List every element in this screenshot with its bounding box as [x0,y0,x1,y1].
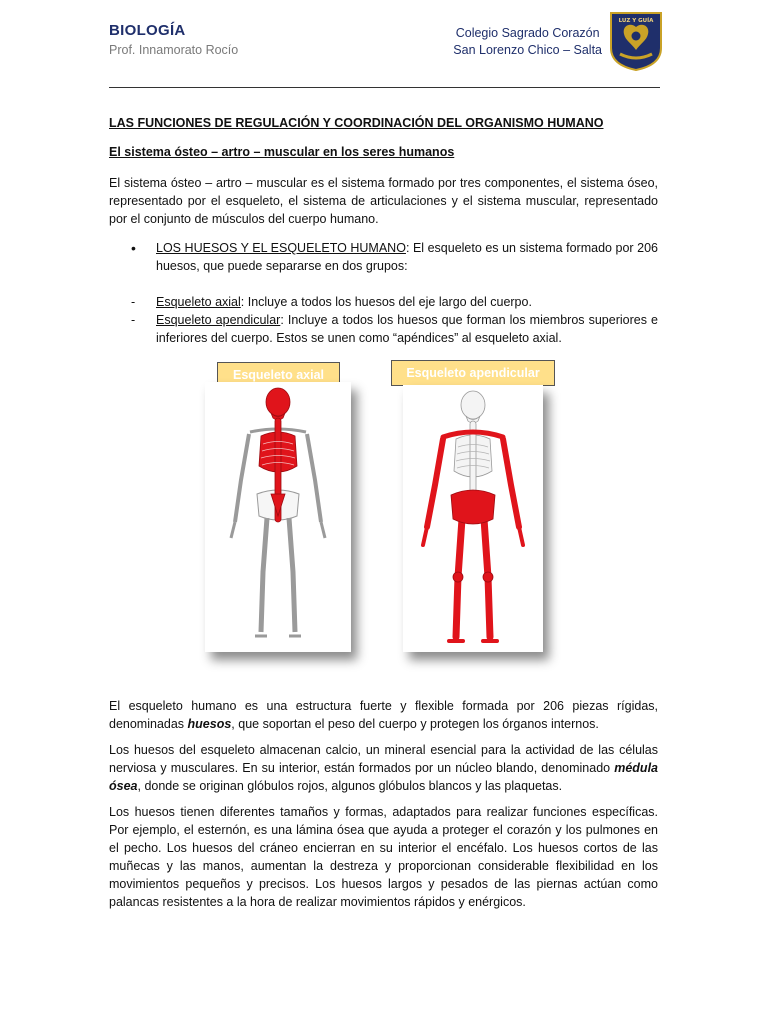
axial-skeleton-image [205,382,351,652]
bullet-text: : El esqueleto es un sistema formado por 206 huesos, que puede separarse en dos grupos: [156,241,658,273]
list-item-axial [109,293,658,311]
header-right [453,25,602,59]
skeleton-figure [0,358,768,678]
dash-marker: - [131,313,136,327]
appendicular-text: : Incluye a todos los huesos que forman los miembros superiores e inferiores del cuerpo. Estos se unen como “apéndices” al esqueleto axial. [156,313,658,345]
skeleton-groups-list [109,293,658,347]
bullet-term: LOS HUESOS Y EL ESQUELETO HUMANO [156,241,406,255]
p1-text-a: El esqueleto humano es una estructura fuerte y flexible formada por 206 piezas rígidas, denominadas [109,699,658,731]
dash-marker: - [131,295,136,309]
list-item-appendicular [109,311,658,347]
axial-skeleton-label: Esqueleto axial [217,362,340,388]
bullet-marker: • [131,240,136,256]
p2-emphasis: médula ósea [109,761,658,793]
paragraph-esqueleto [109,697,658,733]
school-location: San Lorenzo Chico – Salta [453,43,602,57]
main-content [109,114,658,347]
appendicular-skeleton-drawing [403,385,543,652]
school-name: Colegio Sagrado Corazón [455,26,600,40]
appendicular-skeleton-label: Esqueleto apendicular [391,360,555,386]
p2-text-b: , donde se originan glóbulos rojos, algunos glóbulos blancos y las plaquetas. [137,779,563,793]
svg-text:LUZ Y GUÍA: LUZ Y GUÍA [618,18,654,24]
school-crest-logo [608,10,664,72]
intro-paragraph: El sistema ósteo – artro – muscular es el sistema formado por tres componentes, el sistema óseo, representado por el esqueleto, el sistema de articulaciones y el sistema muscular, representado por el conjunto de músculos del cuerpo humano. [109,176,658,226]
axial-term: Esqueleto axial [156,295,241,309]
axial-skeleton-drawing [205,382,351,652]
section-subtitle: El sistema ósteo – artro – muscular en los seres humanos [109,145,455,159]
paragraph-formas: Los huesos tienen diferentes tamaños y formas, adaptados para realizar funciones específicas. Por ejemplo, el esternón, es una lámina ósea que ayuda a proteger el corazón y los pulmones en el pecho. Los huesos del cráneo encierran en su interior el encéfalo. Los huesos cortos de las muñecas y las manos, aumentan la destreza y proporcionan considerable flexibilidad en los movimientos pequeños y precisos. Los huesos largos y pesados de las piernas actúan como palancas resistentes a la hora de realizar movimientos rápidos y enérgicos. [109,805,658,909]
lower-content [109,697,658,911]
page-title: LAS FUNCIONES DE REGULACIÓN Y COORDINACIÓN DEL ORGANISMO HUMANO [109,116,604,130]
p1-text-b: , que soportan el peso del cuerpo y protegen los órganos internos. [231,717,599,731]
p1-emphasis: huesos [187,717,232,731]
axial-text: : Incluye a todos los huesos del eje largo del cuerpo. [240,295,532,309]
header-left [109,22,238,57]
teacher-name: Prof. Innamorato Rocío [109,43,239,57]
bullet-huesos [109,239,658,275]
appendicular-skeleton-image [403,385,543,652]
header-divider [109,87,660,88]
appendicular-term: Esqueleto apendicular [156,313,281,327]
p2-text-a: Los huesos del esqueleto almacenan calcio, un mineral esencial para la actividad de las células nerviosa y musculares. En su interior, están formados por un núcleo blando, denominado [109,743,658,775]
subject-title: BIOLOGÍA [109,22,186,39]
paragraph-calcio [109,741,658,795]
